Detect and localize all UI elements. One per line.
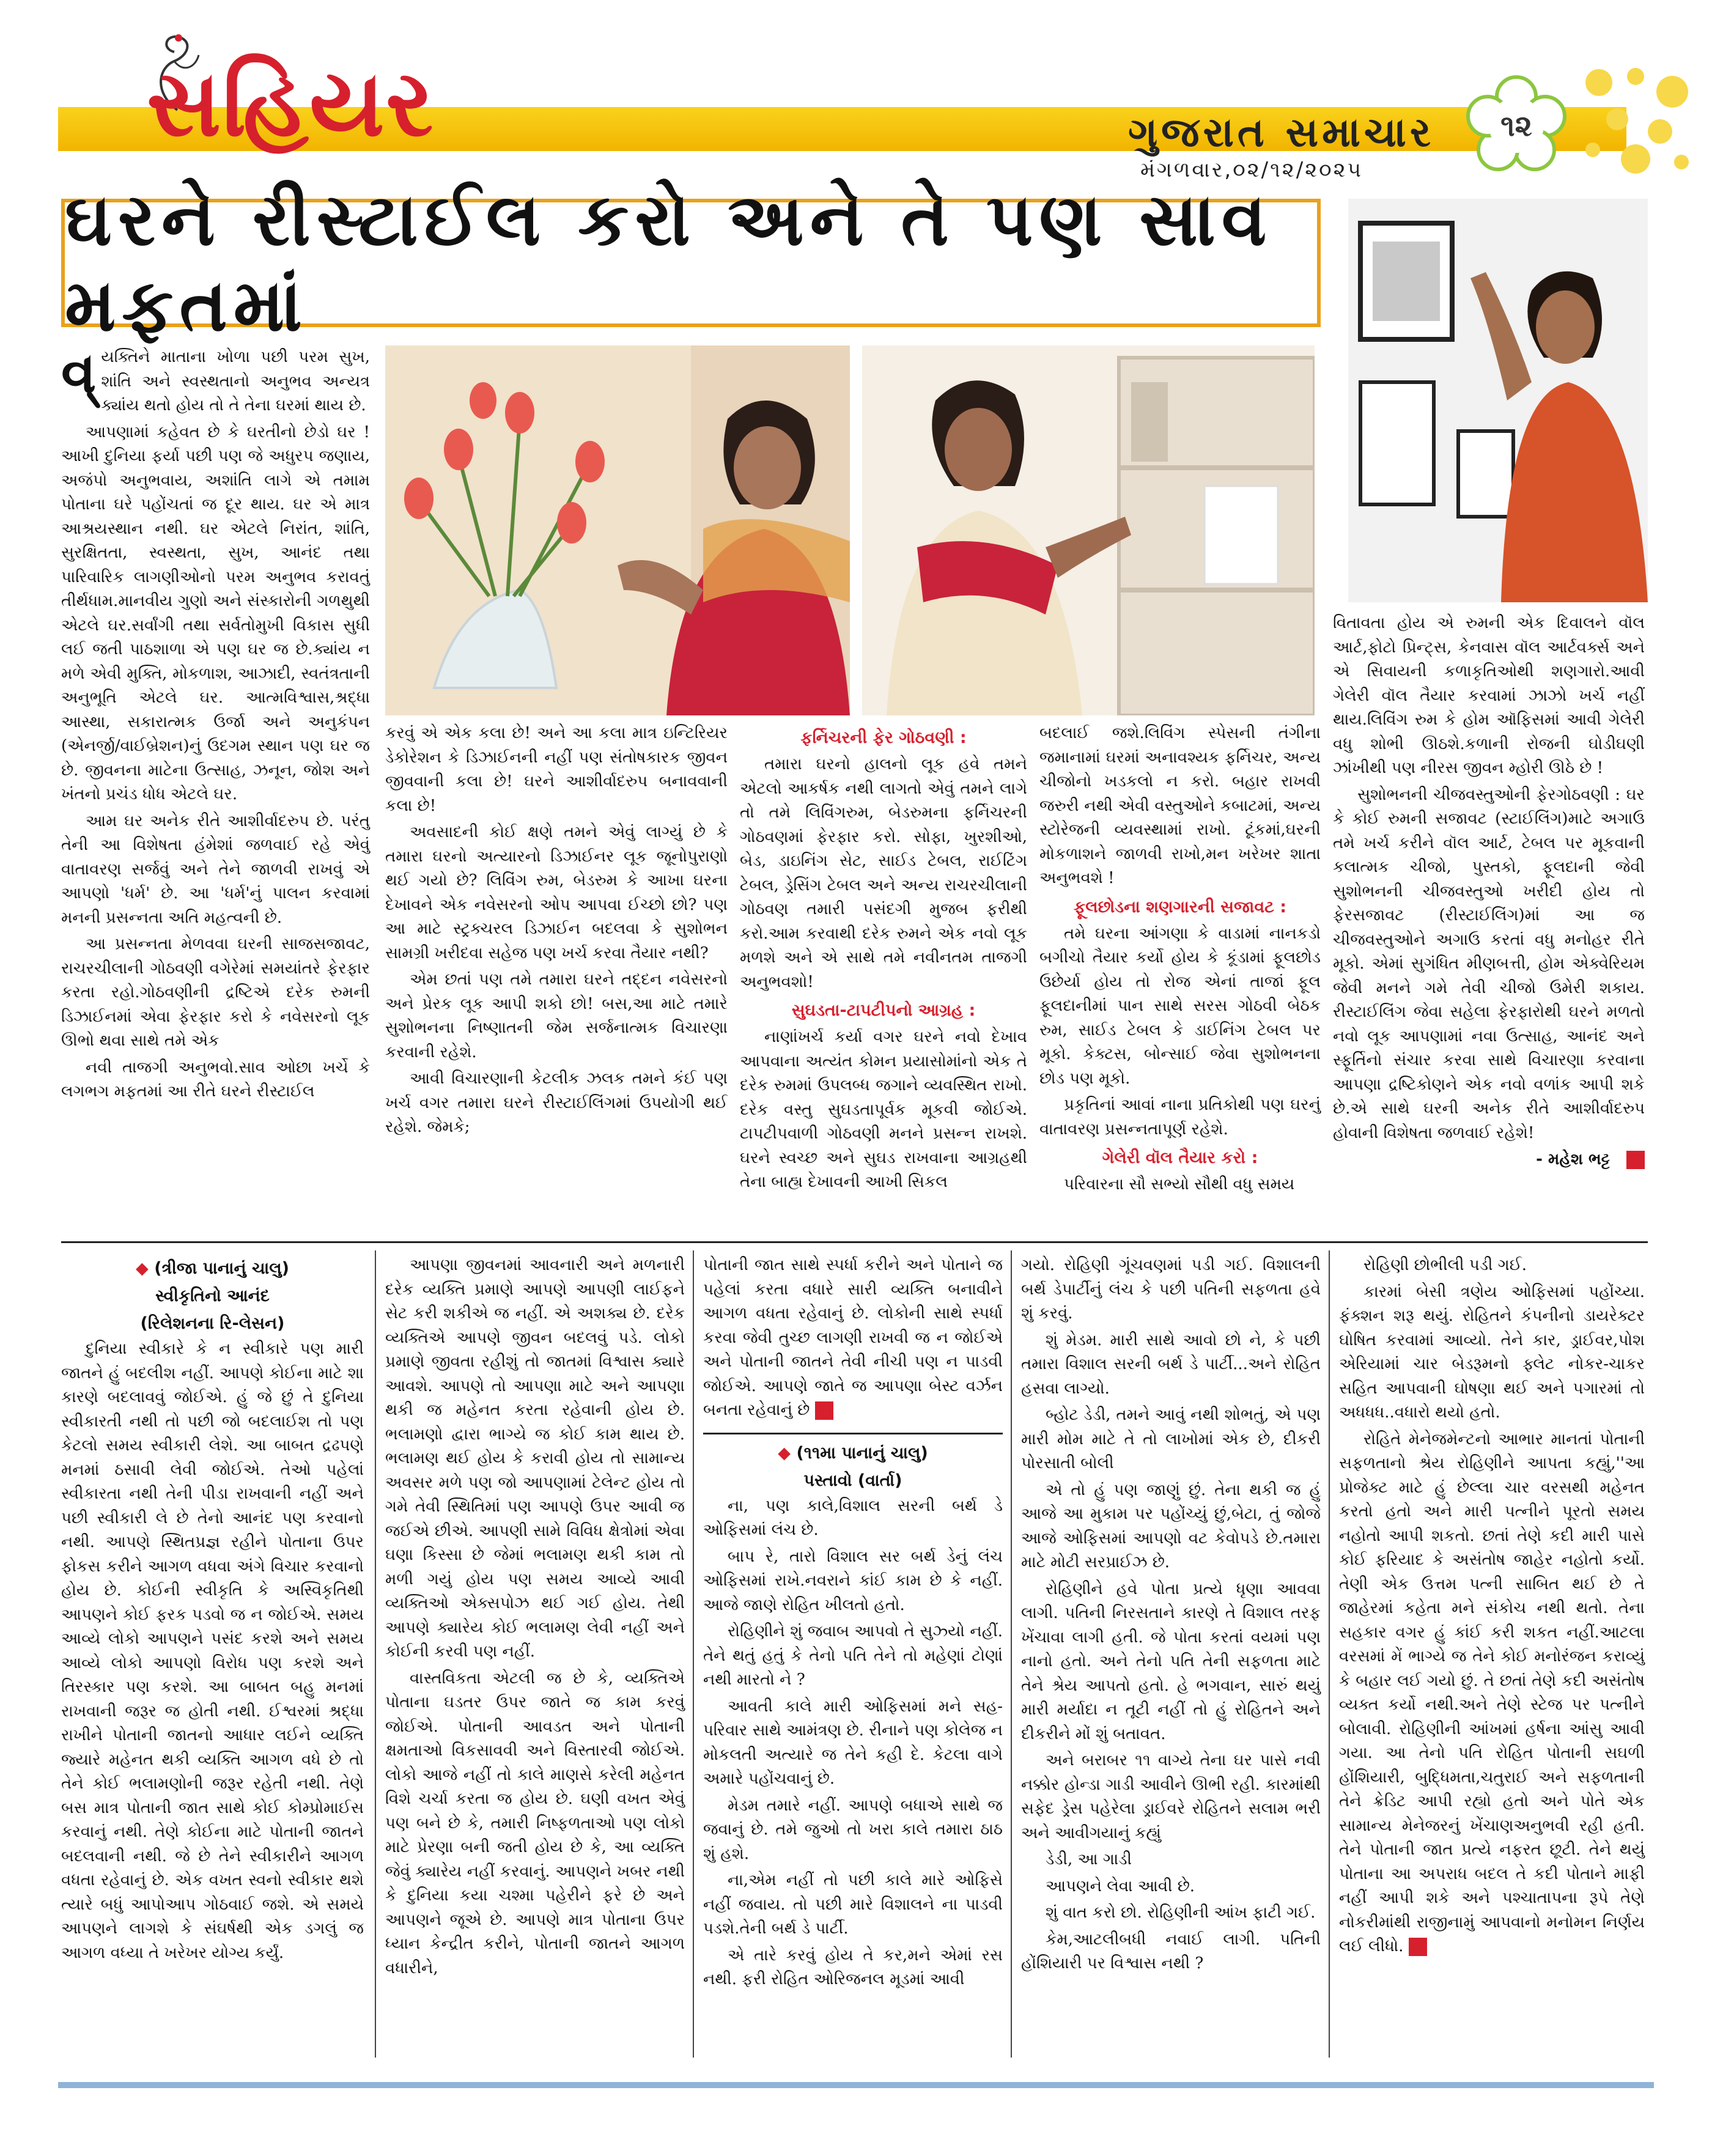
article-paragraph: પ્રકૃતિનાં આવાં નાના પ્રતિકોથી પણ ઘરનું વાતાવરણ પ્રસન્નતાપૂર્ણ રહેશે. — [1039, 1096, 1321, 1139]
section-divider — [61, 1241, 1648, 1243]
headline-box — [61, 177, 1321, 347]
column-rule — [375, 1250, 376, 2058]
article-paragraph: નવી તાજગી અનુભવો.સાવ ઓછા ખર્ચે કે લગભગ મફતમાં આ રીતે ઘરને રીસ્ટાઈલ — [61, 1058, 370, 1101]
article-paragraph: તમારા ઘરનો હાલનો લૂક હવે તમને એટલો આકર્ષક નથી લાગતો એવું તમને લાગે તો તમે લિવિંગરુમ, બેડરુમના ફર્નિચરની ગોઠવણમાં ફેરફાર કરો. સોફા, ખુરશીઓ, બેડ, ડાઇનિંગ સેટ, સાઈડ ટેબલ, રાઈટિંગ ટેબલ, ડ્રેસિંગ ટેબલ અને અન્ય રાચરચીલાની ગોઠવણ તમારી પસંદગી મુજબ ફરીથી કરો.આમ કરવાથી દરેક રુમને એક નવો લૂક મળશે અને એ સાથે તમે નવીનતમ તાજગી અનુભવશો! — [740, 755, 1027, 991]
story2-paragraph: ગયો. રોહિણી ગૂંચવણમાં પડી ગઈ. વિશાલની બર્થ ડેપાર્ટીનું લંચ કે પછી પતિની સફળતા હવે શું કરવું. — [1021, 1256, 1321, 1323]
headline: ઘરને રીસ્ટાઈલ કરો અને તે પણ સાવ મફતમાં — [65, 177, 1273, 347]
article-paragraph: યક્તિને માતાના ખોળા પછી પરમ સુખ, શાંતિ અને સ્વસ્થતાનો અનુભવ અન્યત્ર ક્યાંય થતો હોય તો તે તેના ઘરમાં થાય છે. — [101, 348, 370, 415]
article-paragraph: આ પ્રસન્નતા મેળવવા ઘરની સાજસજાવટ, રાચરચીલાની ગોઠવણી વગેરેમાં સમયાંતરે ફેરફાર કરતા રહો.ગોઠવણીની દ્રષ્ટિએ દરેક રુમની ડિઝાઈનમાં એવા ફેરફાર કરો કે નવેસરનો લૂક ઊભો થવા સાથે તમે એક — [61, 935, 370, 1050]
dropcap: વ્ — [61, 340, 97, 405]
article-paragraph: પરિવારના સૌ સભ્યો સૌથી વધુ સમય — [1064, 1175, 1295, 1194]
story1-subtitle: (રિલેશનના રિ-લેસન) — [140, 1314, 285, 1334]
diamond-icon: ◆ — [136, 1259, 149, 1278]
subheading-flowers: ફૂલછોડના શણગારની સજાવટ : — [1073, 897, 1287, 917]
story1-column-1 — [61, 1253, 364, 2061]
story2-paragraph: કેમ,આટલીબધી નવાઈ લાગી. પતિની હોંશિયારી પર વિશ્વાસ નથી ? — [1021, 1930, 1321, 1973]
page-number: ૧૨ — [1500, 109, 1532, 143]
subheading-tidiness: સુઘડતા-ટાપટીપનો આગ્રહ : — [791, 1001, 976, 1021]
publication-name: ગુજરાત સમાચાર — [1128, 109, 1434, 156]
subheading-gallery-wall: ગેલેરી વૉલ તૈયાર કરો : — [1102, 1148, 1258, 1168]
story2-paragraph: એ તો હું પણ જાણું છું. તેના થકી જ હું આજે આ મુકામ પર પહોંચ્યું છું,બેટા, તું જોજે આજે ઓફિસમાં આપણો વટ કેવોપડે છે.તમારા માટે મોટી સરપ્રાઈઝ છે. — [1021, 1480, 1321, 1572]
story1-paragraph: વાસ્તવિકતા એટલી જ છે કે, વ્યક્તિએ પોતાના ઘડતર ઉપર જાતે જ કામ કરવું જોઈએ. પોતાની આવડત અને પોતાની ક્ષમતાઓ વિકસાવવી અને વિસ્તારવી જોઈએ. લોકો આજે નહીં તો કાલે માણસે કરેલી મહેનત વિશે ચર્ચા કરતા જ હોય છે. ઘણી વખત એવું પણ બને છે કે, તમારી નિષ્ફળતાઓ પણ લોકો માટે પ્રેરણા બની જતી હોય છે કે, આ વ્યક્તિ જેવું ક્યારેય નહીં કરવાનું. આપણને ખબર નથી કે દુનિયા કયા ચશ્મા પહેરીને ફરે છે અને આપણને જૂએ છે. આપણે માત્ર પોતાના ઉપર ધ્યાન કેન્દ્રીત કરીને, પોતાની જાતને આગળ વધારીને, — [385, 1669, 685, 1977]
column-rule — [693, 1250, 694, 2058]
subheading-furniture: ફર્નિચરની ફેર ગોઠવણી : — [800, 728, 967, 747]
story2-paragraph: મેડમ તમારે નહીં. આપણે બધાએ સાથે જ જવાનું છે. તમે જુઓ તો ખરા કાલે તમારા ઠાઠ શું હશે. — [703, 1796, 1003, 1863]
story1-paragraph: આપણા જીવનમાં આવનારી અને મળનારી દરેક વ્યક્તિ પ્રમાણે આપણે આપણી લાઈફને સેટ કરી શકીએ જ નહીં. એ અશક્ય છે. દરેક વ્યક્તિએ આપણે જીવન બદલવું પડે. લોકો પ્રમાણે જીવતા રહીશું તો જાતમાં વિશ્વાસ ક્યારે આવશે. આપણે તો આપણા માટે અને આપણા થકી જ મહેનત કરતા રહેવાની હોય છે. ભલામણો દ્વારા ભાગ્યે જ કોઈ કામ થાય છે. ભલામણ થઈ હોય કે કરાવી હોય તો સામાન્ય અવસર મળે પણ જો આપણામાં ટેલેન્ટ હોય તો ગમે તેવી સ્થિતિમાં પણ આપણે ઉપર આવી જ જઈએ છીએ. આપણી સામે વિવિધ ક્ષેત્રોમાં એવા ઘણા કિસ્સા છે જેમાં ભલામણ થકી કામ તો મળી ગયું હોય પણ સમય આવ્યે આવી વ્યક્તિઓ એક્સપોઝ થઈ ગઈ હોય. તેથી આપણે ક્યારેય કોઈ ભલામણ લેવી નહીં અને કોઈની કરવી પણ નહીં. — [385, 1256, 685, 1661]
story1-column-2 — [385, 1253, 685, 2061]
story2-paragraph: શું વાત કરો છો. રોહિણીની આંખ ફાટી ગઈ. — [1046, 1903, 1316, 1922]
article-column-1 — [61, 340, 370, 1232]
story1-title: સ્વીકૃતિનો આનંદ — [155, 1287, 270, 1306]
end-square-icon — [815, 1401, 833, 1420]
article-column-4 — [1039, 722, 1321, 1232]
story1-paragraph: પોતાની જાત સાથે સ્પર્ધા કરીને અને પોતાને જ પહેલાં કરતા વધારે સારી વ્યક્તિ બનાવીને આગળ વધતા રહેવાનું છે. લોકોની સાથે સ્પર્ધા કરવા જેવી તુચ્છ લાગણી રાખવી જ ન જોઈએ અને પોતાની જાતને તેવી નીચી પણ ન પાડવી જોઈએ. આપણે જાતે જ આપણા બેસ્ટ વર્ઝન બનતા રહેવાનું છે — [703, 1256, 1003, 1420]
column-rule — [1011, 1250, 1012, 2058]
story2-paragraph: રોહિણીને શું જવાબ આપવો તે સુઝ્યો નહીં. તેને થતું હતું કે તેનો પતિ તેને તો મહેણાં ટોણાં નથી મારતો ને ? — [703, 1622, 1003, 1689]
photo-woman-arranging-tulips — [385, 345, 850, 715]
story2-paragraph: ના,એમ નહીં તો પછી કાલે મારે ઓફિસે નહીં જવાય. તો પછી મારે વિશાલને ના પાડવી પડશે.તેની બર્થ ડે પાર્ટી. — [703, 1871, 1003, 1938]
story1-continued-label: ◆ (ત્રીજા પાનાનું ચાલુ) — [136, 1259, 289, 1278]
story1-story2-column-3 — [703, 1253, 1003, 2061]
photo-woman-hanging-frame — [1348, 199, 1648, 602]
story2-paragraph: રોહિતે મેનેજમેન્ટનો આભાર માનતાં પોતાની સફળતાનો શ્રેય રોહિણીને આપતા કહ્યું,''આ પ્રોજેક્ટ માટે હું છેલ્લા ચાર વરસથી મહેનત કરતો હતો અને મારી પત્નીને પૂરતો સમય નહોતો આપી શકતો. છતાં તેણે કદી મારી પાસે કોઈ ફરિયાદ કે અસંતોષ જાહેર નહોતો કર્યો. તેણી એક ઉત્તમ પત્ની સાબિત થઈ છે તે જાહેરમાં કહેતા મને સંકોચ નથી થતો. તેના સહકાર વગર હું કાંઈ કરી શકત નહીં.આટલા વરસમાં મેં ભાગ્યે જ તેને કોઈ મનોરંજન કરાવ્યું કે બહાર લઈ ગયો છું. તે છતાં તેણે કદી અસંતોષ વ્યક્ત કર્યો નથી.અને તેણે સ્ટેજ પર પત્નીને બોલાવી. રોહિણીની આંખમાં હર્ષના આંસુ આવી ગયા. આ તેનો પતિ રોહિત પોતાની સઘળી હોંશિયારી, બુદ્ધિમતા,ચતુરાઈ અને સફળતાની તેને ક્રેડિટ આપી રહ્યો હતો અને પોતે એક સામાન્ય મેનેજરનું ખેંચાણઅનુભવી રહી હતી. તેને પોતાની જાત પ્રત્યે નફરત છૂટી. તેને થયું પોતાના આ અપરાધ બદલ તે કદી પોતાને માફી નહીં આપી શકે અને પશ્ચાતાપના રૂપે તેણે નોકરીમાંથી રાજીનામું આપવાનો મનોમન નિર્ણય લઈ લીધો. — [1339, 1430, 1645, 1956]
article-paragraph: નાણાંખર્ચ કર્યા વગર ઘરને નવો દેખાવ આપવાના અત્યંત કોમન પ્રયાસોમાંનો એક તે દરેક રુમમાં ઉપલબ્ધ જગાને વ્યવસ્થિત રાખો. દરેક વસ્તુ સુઘડતાપૂર્વક મૂકવી જોઈએ. ટાપટીપવાળી ગોઠવણી મનને પ્રસન્ન રાખશે. ઘરને સ્વચ્છ અને સુઘડ રાખવાના આગ્રહથી તેના બાહ્ય દેખાવની આખી સિકલ — [740, 1028, 1027, 1192]
story2-paragraph: ડેડી, આ ગાડી — [1046, 1850, 1132, 1869]
footer-rule — [58, 2082, 1654, 2088]
diamond-icon: ◆ — [778, 1443, 791, 1463]
column-rule — [1329, 1250, 1330, 2058]
story2-paragraph: એ તારે કરવું હોય તે કર,મને એમાં રસ નથી. ફરી રોહિત ઓરિજનલ મૂડમાં આવી — [703, 1946, 1003, 1989]
article-paragraph: એમ છતાં પણ તમે તમારા ઘરને તદ્દન નવેસરનો અને પ્રેરક લૂક આપી શકો છો! બસ,આ માટે તમારે સુશોભનના નિષ્ણાતની જેમ સર્જનાત્મક વિચારણા કરવાની રહેશે. — [385, 970, 728, 1061]
byline: - મહેશ ભટ્ટ — [1333, 1148, 1645, 1172]
decorative-dots-icon — [1574, 58, 1697, 180]
story2-paragraph: આપણને લેવા આવી છે. — [1046, 1877, 1195, 1896]
story2-paragraph: અને બરાબર ૧૧ વાગ્યે તેના ઘર પાસે નવી નક્કોર હોન્ડા ગાડી આવીને ઊભી રહી. કારમાંથી સફેદ ડ્રેસ પહેરેલા ડ્રાઈવરે રોહિતને સલામ ભરી અને આવીગયાનું કહ્યું — [1021, 1751, 1321, 1842]
story2-title: પસ્તાવો (વાર્તા) — [803, 1471, 902, 1490]
story1-paragraph: દુનિયા સ્વીકારે કે ન સ્વીકારે પણ મારી જાતને હું બદલીશ નહીં. આપણે કોઈના માટે શા કારણે બદલાવવું જોઈએ. હું જે છું તે દુનિયા સ્વીકારતી નથી તો પછી જો બદલાઈશ તો પણ કેટલો સમય સ્વીકારી લેશે. આ બાબત દ્રઢપણે મનમાં ઠસાવી લેવી જોઈએ. તેઓ પહેલાં સ્વીકારતા નથી તેની પીડા રાખવાની નહીં અને પછી સ્વીકારી લે છે તેનો આનંદ પણ કરવાનો નથી. આપણે સ્થિતપ્રજ્ઞ રહીને પોતાના ઉપર ફોકસ કરીને આગળ વધવા અંગે વિચાર કરવાનો હોય છે. કોઈની સ્વીકૃતિ કે અસ્વિકૃતિથી આપણને કોઈ ફરક પડવો જ ન જોઈએ. સમય આવ્યે લોકો આપણને પસંદ કરશે અને સમય આવ્યે લોકો આપણો વિરોધ પણ કરશે અને તિરસ્કાર પણ કરશે. આ બાબત બહુ મનમાં રાખવાની જરૂર જ હોતી નથી. ઈશ્વરમાં શ્રદ્ધા રાખીને પોતાની જાતનો આધાર લઈને વ્યક્તિ જ્યારે મહેનત થકી વ્યક્તિ આગળ વધે છે તો તેને કોઈ ભલામણોની જરૂર રહેતી નથી. તેણે બસ માત્ર પોતાની જાત સાથે કોઈ કોમ્પ્રોમાઈસ કરવાનું નથી. તેણે કોઈના માટે પોતાની જાતને બદલવાની નથી. જે છે તેને સ્વીકારીને આગળ વધતા રહેવાનું છે. એક વખત સ્વનો સ્વીકાર થશે ત્યારે બધું આપોઆપ ગોઠવાઈ જશે. એ સમયે આપણને લાગશે કે સંઘર્ષથી એક ડગલું જ આગળ વધ્યા તે ખરેખર યોગ્ય કર્યું. — [61, 1340, 364, 1962]
story2-paragraph: કારમાં બેસી ત્રણેય ઓફિસમાં પહોંચ્યા. ફંક્શન શરૂ થયું. રોહિતને કંપનીનો ડાયરેક્ટર ઘોષિત કરવામાં આવ્યો. તેને કાર, ડ્રાઈવર,પોશ એરિયામાં ચાર બેડરૂમનો ફ્લેટ નોકર-ચાકર સહિત આપવાની ઘોષણા થઈ અને પગારમાં તો અધધધ..વધારો થયો હતો. — [1339, 1282, 1645, 1422]
article-paragraph: વિતાવતા હોય એ રુમની એક દિવાલને વૉલ આર્ટ,ફોટો પ્રિન્ટ્સ, કેનવાસ વૉલ આર્ટવર્ક્સ અને એ સિવાયની કળાકૃતિઓથી શણગારો.આવી ગેલેરી વૉલ તૈયાર કરવામાં ઝાઝો ખર્ચ નહીં થાય.લિવિંગ રુમ કે હોમ ઑફિસમાં આવી ગેલેરી વધુ શોભી ઊઠશે.કળાની રોજની ઘોડીઘણી ઝાંખીથી પણ નીરસ જીવન મ્હોરી ઊઠે છે ! — [1333, 614, 1645, 778]
article-paragraph: આવી વિચારણાની કેટલીક ઝલક તમને કંઈ પણ ખર્ચ વગર તમારા ઘરને રીસ્ટાઈલિંગમાં ઉપયોગી થઈ રહેશે. જેમકે; — [385, 1069, 728, 1137]
article-paragraph: બદલાઈ જશે.લિવિંગ સ્પેસની તંગીના જમાનામાં ઘરમાં અનાવશ્યક ફર્નિચર, અન્ય ચીજોનો ખડકલો ન કરો. બહાર રાખવી જરુરી નથી એવી વસ્તુઓને કબાટમાં, અન્ય સ્ટોરેજની વ્યવસ્થામાં રાખો. ટૂંકમાં,ઘરની મોકળાશને જાળવી રાખો,મન ખરેખર શાતા અનુભવશે ! — [1039, 724, 1321, 888]
story2-paragraph: આવતી કાલે મારી ઓફિસમાં મને સહ-પરિવાર સાથે આમંત્રણ છે. રીનાને પણ કોલેજ ન મોકલતી અત્યારે જ તેને કહી દે. કેટલા વાગે અમારે પહોંચવાનું છે. — [703, 1697, 1003, 1789]
article-column-5 — [1333, 611, 1645, 1232]
end-square-icon — [1626, 1151, 1645, 1169]
article-column-3 — [740, 722, 1027, 1232]
end-square-icon — [1409, 1938, 1427, 1956]
story2-column-4 — [1021, 1253, 1321, 2061]
article-paragraph: સુશોભનની ચીજવસ્તુઓની ફેરગોઠવણી : ઘર કે કોઈ રુમની સજાવટ (સ્ટાઈલિંગ)માટે અગાઉ તમે ખર્ચ કરીને વૉલ આર્ટ, ટેબલ પર મૂકવાની કલાત્મક ચીજો, પુસ્તકો, ફૂલદાની જેવી સુશોભનની ચીજવસ્તુઓ ખરીદી હોય તો ફેરસજાવટ (રીસ્ટાઈલિંગ)માં આ જ ચીજવસ્તુઓને અગાઉ કરતાં વધુ મનોહર રીતે મૂકો. એમાં સુગંધિત મીણબત્તી, હોમ એક્વેરિયમ જેવી મનને ગમે તેવી ચીજો ઉમેરી શકાય. રીસ્ટાઈલિંગ જેવા સહેલા ફેરફારોથી ઘરને મળતો નવો લૂક આપણામાં નવા ઉત્સાહ, આનંદ અને સ્ફૂર્તિનો સંચાર કરવા સાથે વિચારણા કરવાના આપણા દ્રષ્ટિકોણને એક નવો વળાંક આપી શકે છે.એ સાથે ઘરની અનેક રીતે આશીર્વાદરુપ હોવાની વિશેષતા જળવાઈ રહેશે! — [1333, 785, 1645, 1142]
story2-paragraph: ના, પણ કાલે,વિશાલ સરની બર્થ ડે ઓફિસમાં લંચ છે. — [703, 1496, 1003, 1540]
article-paragraph: આપણામાં કહેવત છે કે ઘરતીનો છેડો ઘર ! આખી દુનિયા ફર્યા પછી પણ જે અધુરપ જણાય, અજંપો અનુભવાય, અશાંતિ લાગે એ તમામ પોતાના ઘરે પહોંચતાં જ દૂર થાય. ઘર એ માત્ર આશ્રયસ્થાન નથી. ઘર એટલે નિરાંત, શાંતિ, સુરક્ષિતતા, સ્વસ્થતા, સુખ, આનંદ તથા પારિવારિક લાગણીઓનો પરમ અનુભવ કરાવતું તીર્થધામ.માનવીય ગુણો અને સંસ્કારોની ગળથુથી એટલે ઘર.સર્વાંગી તથા સર્વતોમુખી વિકાસ સુધી લઈ જતી પાઠશાળા એ પણ ઘર જ છે.ક્યાંય ન મળે એવી મુક્તિ, મોકળાશ, આઝાદી, સ્વતંત્રતાની અનુભૂતિ એટલે ઘર. આત્મવિશ્વાસ,શ્રદ્ધા આસ્થા, સકારાત્મક ઉર્જા અને અનુકંપન (એનર્જી/વાઈબ્રેશન)નું ઉદગમ સ્થાન પણ ઘર જ છે. જીવનના માટેના ઉત્સાહ, ઝનૂન, જોશ અને ખંતનો પ્રચંડ ધોધ એટલે ઘર. — [61, 423, 370, 804]
story2-paragraph: બાપ રે, તારો વિશાલ સર બર્થ ડેનું લંચ ઓફિસમાં રાખે.નવરાને કાંઈ કામ છે કે નહીં. આજે જાણે રોહિત ખીલતો હતો. — [703, 1547, 1003, 1614]
article-column-2 — [385, 722, 728, 1232]
story2-continued-label: ◆ (૧૧મા પાનાનું ચાલુ) — [778, 1443, 928, 1463]
story-divider — [703, 1433, 1003, 1434]
photo-woman-organizing-shelf — [862, 345, 1315, 715]
story2-paragraph: બ્હોટ ડેડી, તમને આવું નથી શોભતું, એ પણ મારી મોમ માટે તે તો લાખોમાં એક છે, દીકરી પોરસાતી બોલી — [1021, 1406, 1321, 1473]
article-paragraph: અવસાદની કોઈ ક્ષણે તમને એવું લાગ્યું છે કે તમારા ઘરનો અત્યારનો ડિઝાઈનર લૂક જૂનોપુરાણો થઈ ગયો છે? લિવિંગ રુમ, બેડરુમ કે આખા ઘરના દેખાવને એક નવેસરનો ઓપ આપવા ઈચ્છો છો? પણ આ માટે સ્ટ્રક્ચરલ ડિઝાઈન બદલવા કે સુશોભન સામગ્રી ખરીદવા સહેજ પણ ખર્ચ કરવા તૈયાર નથી? — [385, 823, 728, 962]
story2-paragraph: રોહિણી છોભીલી પડી ગઈ. — [1363, 1256, 1527, 1274]
issue-date: મંગળવાર,૦૨/૧૨/૨૦૨૫ — [1140, 158, 1363, 182]
story2-column-5 — [1339, 1253, 1645, 2061]
article-paragraph: તમે ઘરના આંગણા કે વાડામાં નાનકડો બગીચો તૈયાર કર્યો હોય કે કૂંડામાં ફૂલછોડ ઉછેર્યા હોય તો રોજ એનાં તાજાં ફૂલ ફૂલદાનીમાં પાન સાથે સરસ ગોઠવી બેઠક રુમ, સાઈડ ટેબલ કે ડાઈનિંગ ટેબલ પર મૂકો. કેક્ટસ, બોન્સાઈ જેવા સુશોભનના છોડ પણ મૂકો. — [1039, 924, 1321, 1088]
story2-paragraph: શું મેડમ. મારી સાથે આવો છો ને, કે પછી તમારા વિશાલ સરની બર્થ ડે પાર્ટી...અને રોહિત હસવા લાગ્યો. — [1021, 1331, 1321, 1398]
section-logo: સહિયર — [147, 51, 435, 157]
story2-paragraph: રોહિણીને હવે પોતા પ્રત્યે ધૃણા આવવા લાગી. પતિની નિરસતાને કારણે તે વિશાલ તરફ ખેંચાવા લાગી હતી. જે પોતા કરતાં વયમાં પણ નાનો હતો. અને તેનો પતિ તેની સફળતા માટે તેને શ્રેય આપતો હતો. હે ભગવાન, સારું થયું મારી મર્યાદા ન તૂટી નહીં તો હું રોહિતને અને દીકરીને મોં શું બતાવત. — [1021, 1579, 1321, 1743]
article-paragraph: કરવું એ એક કલા છે! અને આ કલા માત્ર ઇન્ટિરિયર ડેકોરેશન કે ડિઝાઈનની નહીં પણ સંતોષકારક જીવન જીવવાની કલા છે! ઘરને આશીર્વાદરુપ બનાવવાની કલા છે! — [385, 724, 728, 815]
article-paragraph: આમ ઘર અનેક રીતે આશીર્વાદરુપ છે. પરંતુ તેની આ વિશેષતા હંમેશાં જળવાઈ રહે એવું વાતાવરણ સર્જવું અને તેને જાળવી રાખવું એ આપણો 'ધર્મ' છે. આ 'ધર્મ'નું પાલન કરવામાં મનની પ્રસન્નતા અતિ મહત્વની છે. — [61, 811, 370, 927]
